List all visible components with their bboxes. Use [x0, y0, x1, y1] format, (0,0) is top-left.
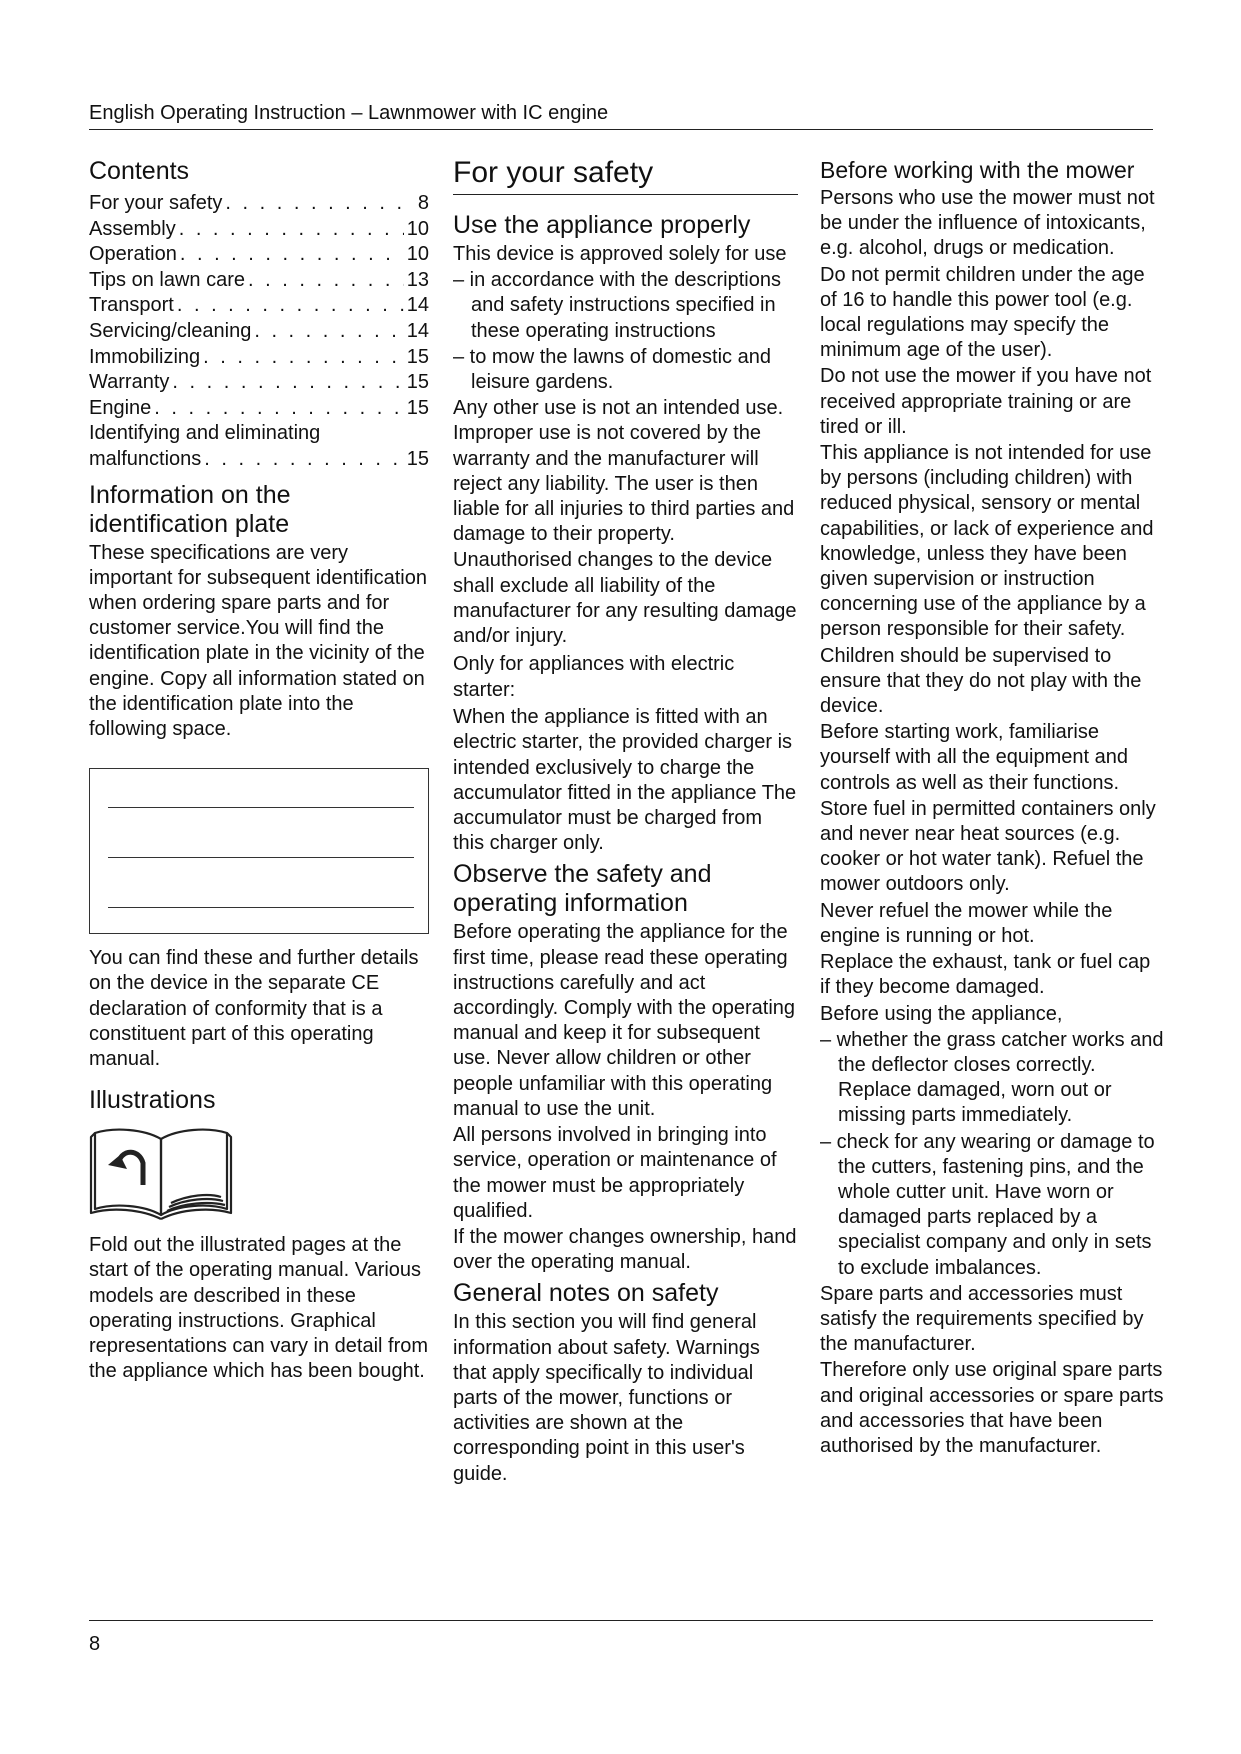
contents-title: Contents [89, 157, 190, 185]
ce-declaration-text: You can find these and further details on the device in the separate CE declaration of conformity that is a constituent part of this operating manual. [89, 947, 419, 1070]
toc-entry-line: Identifying and eliminating [89, 422, 321, 445]
page-header [89, 100, 1153, 130]
use-intro: This device is approved solely for use [453, 243, 787, 265]
safety-paragraph: Persons who use the mower must not be under the influence of intoxicants, e.g. alcohol, drugs or medication. [820, 187, 1155, 260]
toc-entry[interactable]: Tips on lawn care . . . 13 [89, 268, 429, 294]
safety-title: For your safety [453, 156, 798, 195]
toc-entry[interactable]: Transport . . . 14 [89, 293, 429, 319]
observe-paragraph: All persons involved in bringing into service, operation or maintenance of the mower must be appropriately qualified. [453, 1124, 777, 1222]
illustrations-text: Fold out the illustrated pages at the start of the operating manual. Various models are described in these operating instructions. Graphical representations can vary in detail from the appliance which has been bought. [89, 1234, 429, 1383]
column-middle [453, 156, 798, 1488]
plate-field-line [108, 857, 414, 858]
general-notes-title: General notes on safety [453, 1279, 719, 1308]
safety-paragraph: This appliance is not intended for use by persons (including children) with reduced physical, sensory or mental capabilities, or lack of experience and knowledge, unless they have been given supervision or instruction concerning use of the appliance by a person responsible for their safety. [820, 442, 1154, 641]
page-footer [89, 1620, 1153, 1656]
toc-entry[interactable]: Servicing/cleaning . . . 14 [89, 319, 429, 345]
observe-paragraph: If the mower changes ownership, hand over the operating manual. [453, 1225, 797, 1274]
electric-starter-text: When the appliance is fitted with an electric starter, the provided charger is intended exclusively to charge the accumulator fitted in the appliance The accumulator must be charged from this charger only. [453, 706, 797, 855]
electric-starter-title: Only for appliances with electric starter: [453, 653, 735, 702]
safety-paragraph: Never refuel the mower while the engine is running or hot. [820, 899, 1113, 947]
safety-paragraph: Children should be supervised to ensure that they do not play with the device. [820, 644, 1142, 718]
plate-text: These specifications are very important for subsequent identification when ordering spare parts and for customer service.You will find the identification plate in the vicinity of the engine. Copy all information stated on the identification plate into the following space. [89, 541, 427, 740]
use-paragraph: Unauthorised changes to the device shall exclude all liability of the manufacturer for any resulting damage and/or injury. [453, 549, 797, 648]
toc-entry[interactable]: Warranty . . . 15 [89, 370, 429, 396]
general-notes-text: In this section you will find general information about safety. Warnings that apply specifically to individual parts of the mower, functions or activities are shown at the corresponding point in this user's guide. [453, 1311, 760, 1485]
list-item: – check for any wearing or damage to the cutters, fastening pins, and the whole cutter unit. Have worn or damaged parts replaced by a specialist company and only in sets to exclude imbalances. [820, 1130, 1155, 1279]
safety-paragraph: Before using the appliance, [820, 1002, 1063, 1025]
page-number: 8 [89, 1633, 101, 1655]
plate-field-line [108, 907, 414, 908]
use-title: Use the appliance properly [453, 211, 751, 239]
column-left [89, 156, 429, 1385]
safety-paragraph: Before starting work, familiarise yourself with all the equipment and controls as well as their functions. [820, 721, 1128, 794]
toc-entry[interactable]: For your safety . . . 8 [89, 191, 429, 217]
toc-entry[interactable]: Operation . . . 10 [89, 242, 429, 268]
observe-paragraph: Before operating the appliance for the first time, please read these operating instructions carefully and act accordingly. Comply with the operating manual and keep it for subsequent use. Never allow children or other people unfamiliar with this operating manual to use the unit. [453, 921, 796, 1120]
observe-title: Observe the safety and operating information [453, 860, 712, 918]
toc-entry[interactable]: Identifying and eliminating malfunctions . . . 15 [89, 421, 429, 472]
table-of-contents [89, 191, 429, 473]
spare-parts-paragraph: Therefore only use original spare parts and original accessories or spare parts and accessories that have been authorised by the manufacturer. [820, 1359, 1164, 1457]
open-book-icon [89, 1121, 234, 1221]
identification-plate-box[interactable] [89, 768, 429, 934]
toc-entry[interactable]: Immobilizing . . . 15 [89, 345, 429, 371]
list-item: – to mow the lawns of domestic and leisure gardens. [453, 345, 771, 394]
list-item: – in accordance with the descriptions and safety instructions specified in these operating instructions [453, 269, 781, 342]
spare-parts-paragraph: Spare parts and accessories must satisfy the requirements specified by the manufacturer. [820, 1282, 1144, 1356]
use-paragraph: Any other use is not an intended use. Improper use is not covered by the warranty and the manufacturer will reject any liability. The user is then liable for all injuries to third parties and damage to their property. [453, 397, 795, 546]
illustrations-title: Illustrations [89, 1086, 216, 1115]
column-right [820, 156, 1165, 1460]
header-text: English Operating Instruction – Lawnmower with IC engine [89, 102, 609, 124]
before-working-title: Before working with the mower [820, 157, 1135, 183]
plate-field-line [108, 807, 414, 808]
safety-paragraph: Do not use the mower if you have not received appropriate training or are tired or ill. [820, 365, 1152, 438]
toc-entry[interactable]: Assembly . . . 10 [89, 217, 429, 243]
safety-paragraph: Store fuel in permitted containers only and never near heat sources (e.g. cooker or hot water tank). Refuel the mower outdoors only. [820, 797, 1156, 896]
safety-paragraph: Do not permit children under the age of 16 to handle this power tool (e.g. local regulations may specify the minimum age of the user). [820, 263, 1145, 362]
safety-paragraph: Replace the exhaust, tank or fuel cap if they become damaged. [820, 951, 1151, 999]
plate-title: Information on the identification plate [89, 480, 291, 538]
toc-entry[interactable]: Engine . . . 15 [89, 396, 429, 422]
list-item: – whether the grass catcher works and the deflector closes correctly. Replace damaged, worn out or missing parts immediately. [820, 1028, 1164, 1127]
